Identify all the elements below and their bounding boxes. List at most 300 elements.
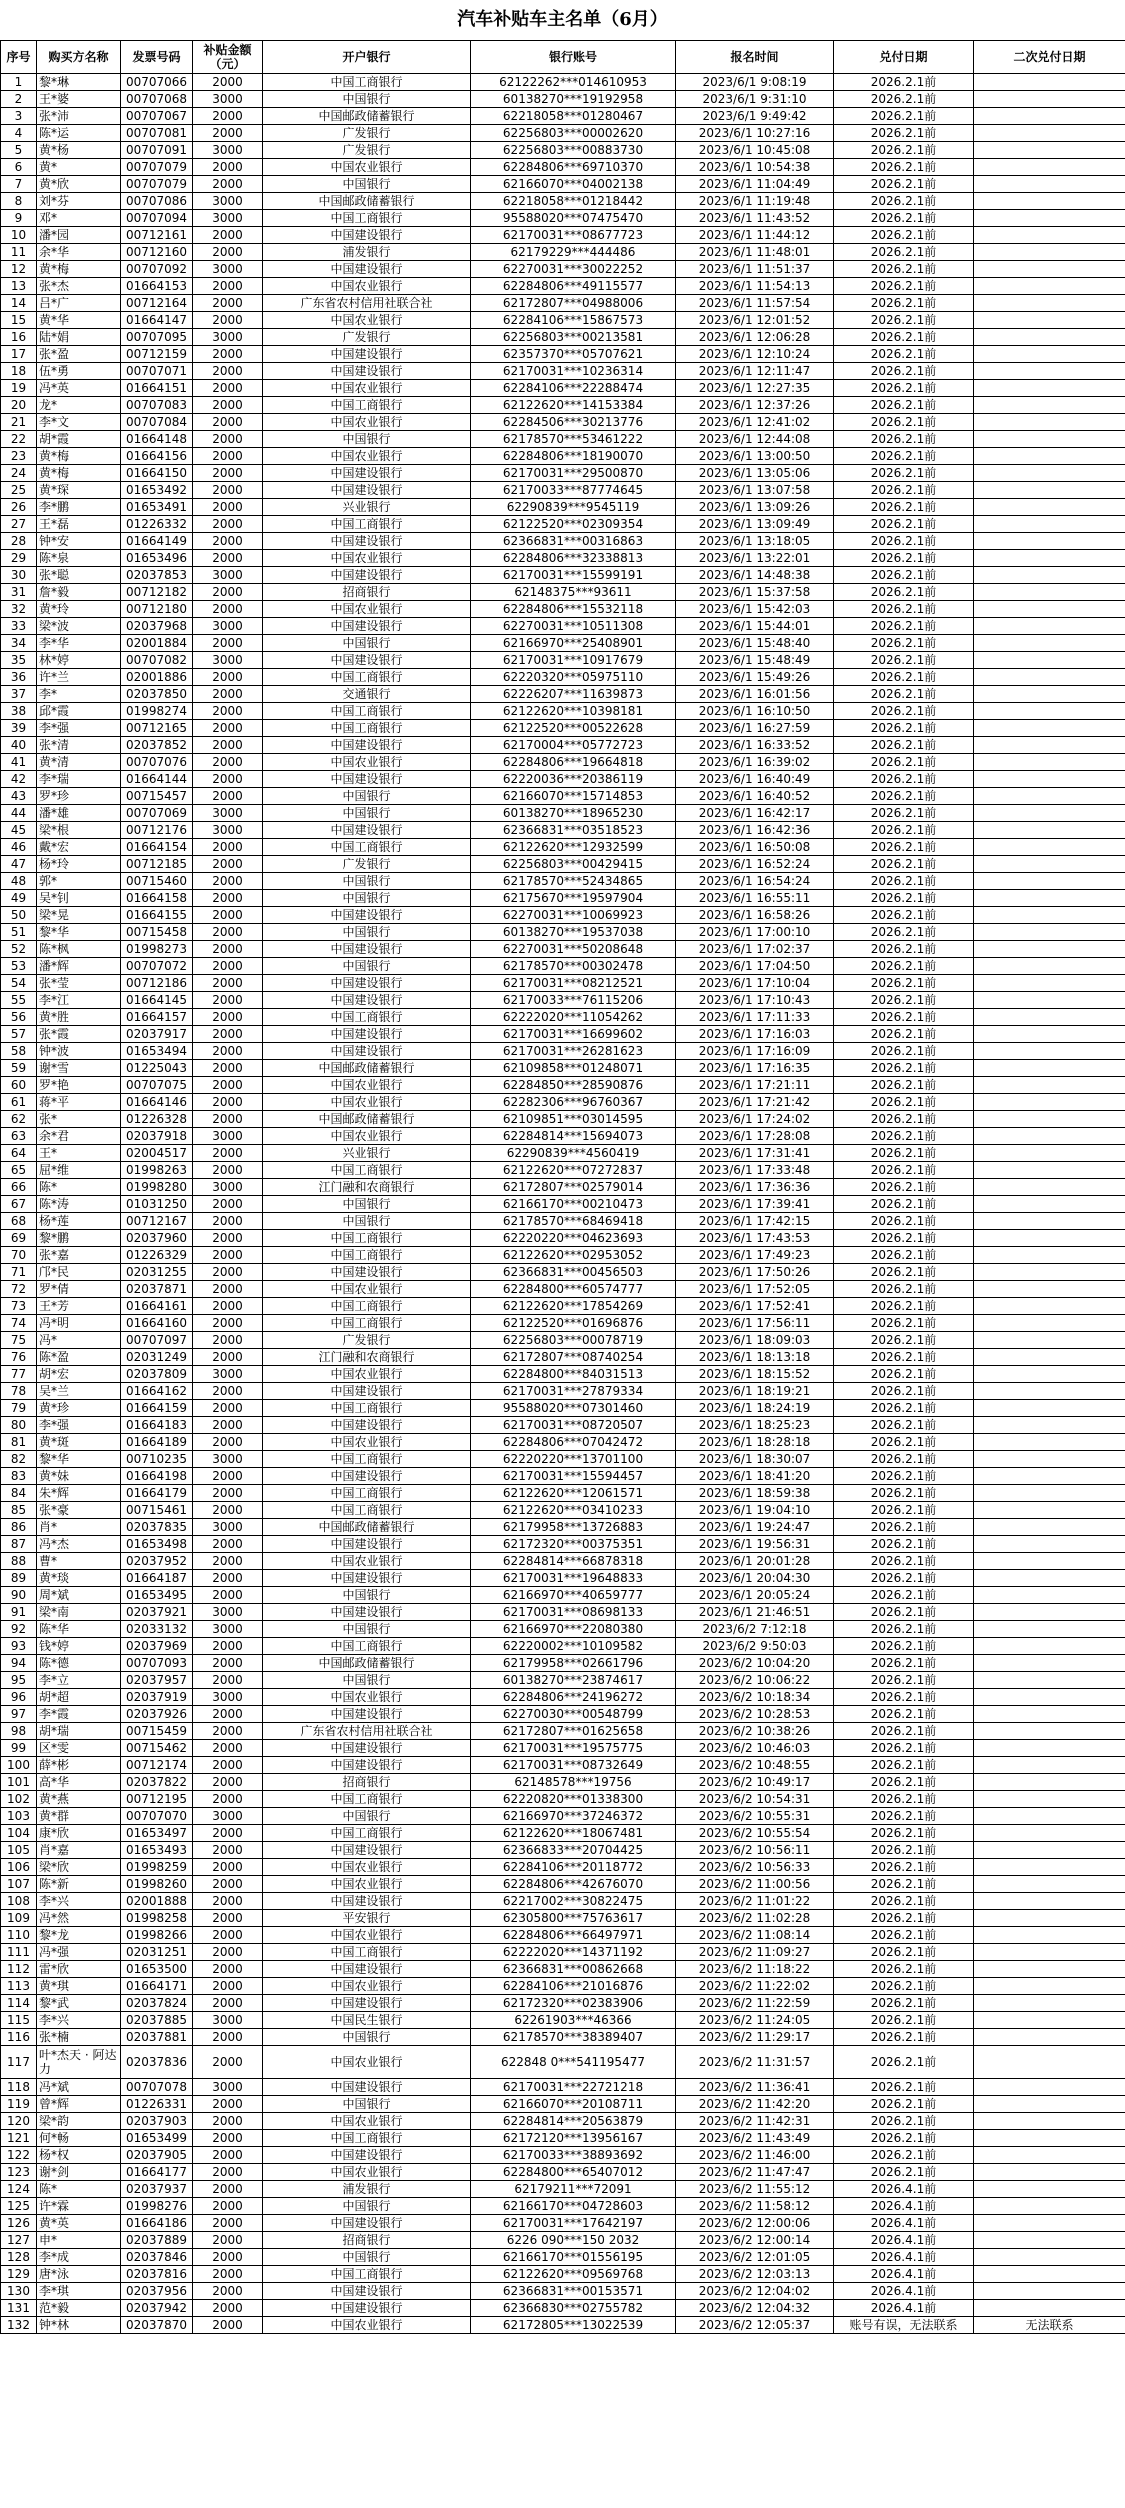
cell-amount: 2000 [193, 1536, 263, 1553]
cell-pay-date: 2026.2.1前 [834, 1468, 974, 1485]
cell-time: 2023/6/2 10:18:34 [676, 1689, 834, 1706]
cell-second-pay-date [974, 159, 1125, 176]
cell-amount: 2000 [193, 312, 263, 329]
cell-second-pay-date [974, 2232, 1125, 2249]
cell-bank: 中国邮政储蓄银行 [263, 1111, 471, 1128]
cell-bank: 中国银行 [263, 635, 471, 652]
cell-invoice: 02037937 [121, 2181, 193, 2198]
cell-second-pay-date [974, 1774, 1125, 1791]
cell-bank: 中国银行 [263, 91, 471, 108]
cell-amount: 2000 [193, 1655, 263, 1672]
cell-index: 28 [1, 533, 37, 550]
cell-time: 2023/6/2 11:18:22 [676, 1961, 834, 1978]
cell-amount: 2000 [193, 1995, 263, 2012]
cell-bank: 江门融和农商银行 [263, 1349, 471, 1366]
cell-bank: 中国农业银行 [263, 1553, 471, 1570]
cell-index: 79 [1, 1400, 37, 1417]
cell-amount: 3000 [193, 1519, 263, 1536]
cell-invoice: 01998260 [121, 1876, 193, 1893]
cell-amount: 2000 [193, 1876, 263, 1893]
cell-second-pay-date [974, 1332, 1125, 1349]
table-row [1, 907, 1125, 924]
cell-buyer: 张*聪 [37, 567, 121, 584]
cell-buyer: 梁*南 [37, 1604, 121, 1621]
cell-pay-date: 2026.4.1前 [834, 2215, 974, 2232]
cell-second-pay-date [974, 992, 1125, 1009]
cell-second-pay-date [974, 737, 1125, 754]
cell-pay-date: 2026.2.1前 [834, 414, 974, 431]
cell-index: 48 [1, 873, 37, 890]
table-row [1, 703, 1125, 720]
table-row [1, 1502, 1125, 1519]
table-row [1, 91, 1125, 108]
cell-index: 26 [1, 499, 37, 516]
cell-bank: 中国农业银行 [263, 312, 471, 329]
cell-pay-date: 2026.4.1前 [834, 2249, 974, 2266]
cell-amount: 3000 [193, 210, 263, 227]
cell-buyer: 黎*华 [37, 924, 121, 941]
cell-index: 60 [1, 1077, 37, 1094]
cell-buyer: 张* [37, 1111, 121, 1128]
cell-bank: 中国建设银行 [263, 652, 471, 669]
cell-invoice: 00715459 [121, 1723, 193, 1740]
cell-amount: 2000 [193, 839, 263, 856]
cell-pay-date: 2026.4.1前 [834, 2300, 974, 2317]
cell-buyer: 杨*玲 [37, 856, 121, 873]
cell-bank: 中国建设银行 [263, 2215, 471, 2232]
cell-pay-date: 2026.2.1前 [834, 822, 974, 839]
cell-buyer: 黄*欣 [37, 176, 121, 193]
cell-invoice: 01664158 [121, 890, 193, 907]
cell-bank: 中国建设银行 [263, 975, 471, 992]
cell-time: 2023/6/2 11:47:47 [676, 2164, 834, 2181]
cell-index: 84 [1, 1485, 37, 1502]
col-header: 开户银行 [263, 41, 471, 74]
cell-time: 2023/6/2 12:03:13 [676, 2266, 834, 2283]
cell-index: 38 [1, 703, 37, 720]
cell-bank: 中国工商银行 [263, 1009, 471, 1026]
cell-pay-date: 2026.2.1前 [834, 1349, 974, 1366]
cell-buyer: 黄*杨 [37, 142, 121, 159]
cell-time: 2023/6/2 10:46:03 [676, 1740, 834, 1757]
cell-buyer: 冯*斌 [37, 2079, 121, 2096]
cell-account: 62179958***02661796 [471, 1655, 676, 1672]
cell-second-pay-date [974, 652, 1125, 669]
cell-bank: 中国银行 [263, 958, 471, 975]
cell-invoice: 02033132 [121, 1621, 193, 1638]
cell-invoice: 00707068 [121, 91, 193, 108]
cell-account: 62170031***08212521 [471, 975, 676, 992]
cell-amount: 2000 [193, 1162, 263, 1179]
cell-second-pay-date [974, 465, 1125, 482]
table-row [1, 108, 1125, 125]
cell-time: 2023/6/1 15:42:03 [676, 601, 834, 618]
cell-bank: 中国建设银行 [263, 1417, 471, 1434]
cell-buyer: 詹*毅 [37, 584, 121, 601]
cell-bank: 中国建设银行 [263, 618, 471, 635]
cell-buyer: 曹* [37, 1553, 121, 1570]
cell-invoice: 00715457 [121, 788, 193, 805]
cell-account: 62166170***04728603 [471, 2198, 676, 2215]
cell-account: 62172320***02383906 [471, 1995, 676, 2012]
cell-time: 2023/6/2 11:55:12 [676, 2181, 834, 2198]
cell-bank: 中国农业银行 [263, 1281, 471, 1298]
cell-buyer: 吴*兰 [37, 1383, 121, 1400]
cell-amount: 3000 [193, 329, 263, 346]
cell-account: 62284814***15694073 [471, 1128, 676, 1145]
cell-pay-date: 2026.2.1前 [834, 1281, 974, 1298]
table-row [1, 1774, 1125, 1791]
cell-bank: 兴业银行 [263, 1145, 471, 1162]
cell-invoice: 00715461 [121, 1502, 193, 1519]
cell-buyer: 李*成 [37, 2249, 121, 2266]
cell-buyer: 薛*彬 [37, 1757, 121, 1774]
cell-account: 60138270***19537038 [471, 924, 676, 941]
cell-account: 62170031***26281623 [471, 1043, 676, 1060]
cell-amount: 2000 [193, 2164, 263, 2181]
cell-invoice: 00707072 [121, 958, 193, 975]
cell-second-pay-date [974, 1825, 1125, 1842]
cell-second-pay-date [974, 91, 1125, 108]
cell-account: 62170033***76115206 [471, 992, 676, 1009]
cell-account: 62148375***93611 [471, 584, 676, 601]
cell-amount: 2000 [193, 992, 263, 1009]
cell-second-pay-date [974, 261, 1125, 278]
cell-pay-date: 2026.2.1前 [834, 1264, 974, 1281]
cell-bank: 招商银行 [263, 584, 471, 601]
cell-pay-date: 2026.2.1前 [834, 856, 974, 873]
cell-pay-date: 2026.2.1前 [834, 397, 974, 414]
cell-invoice: 00707066 [121, 74, 193, 91]
cell-buyer: 王*磊 [37, 516, 121, 533]
cell-invoice: 02037870 [121, 2317, 193, 2334]
cell-buyer: 蒋*平 [37, 1094, 121, 1111]
cell-account: 62366830***02755782 [471, 2300, 676, 2317]
table-row [1, 2029, 1125, 2046]
cell-invoice: 01653491 [121, 499, 193, 516]
table-row [1, 669, 1125, 686]
cell-index: 114 [1, 1995, 37, 2012]
cell-account: 62179211***72091 [471, 2181, 676, 2198]
cell-bank: 中国邮政储蓄银行 [263, 108, 471, 125]
cell-invoice: 01226328 [121, 1111, 193, 1128]
cell-index: 131 [1, 2300, 37, 2317]
table-row [1, 1315, 1125, 1332]
cell-index: 30 [1, 567, 37, 584]
cell-account: 62256803***00429415 [471, 856, 676, 873]
cell-buyer: 陈*涛 [37, 1196, 121, 1213]
cell-pay-date: 2026.2.1前 [834, 788, 974, 805]
cell-pay-date: 2026.2.1前 [834, 1451, 974, 1468]
cell-account: 62122520***02309354 [471, 516, 676, 533]
cell-index: 111 [1, 1944, 37, 1961]
cell-time: 2023/6/1 18:28:18 [676, 1434, 834, 1451]
cell-amount: 3000 [193, 1179, 263, 1196]
cell-invoice: 02001884 [121, 635, 193, 652]
table-row [1, 533, 1125, 550]
cell-pay-date: 2026.2.1前 [834, 958, 974, 975]
cell-invoice: 02001886 [121, 669, 193, 686]
cell-index: 31 [1, 584, 37, 601]
cell-amount: 2000 [193, 2232, 263, 2249]
cell-amount: 2000 [193, 941, 263, 958]
cell-time: 2023/6/1 13:22:01 [676, 550, 834, 567]
cell-second-pay-date [974, 941, 1125, 958]
cell-index: 15 [1, 312, 37, 329]
cell-account: 62179958***13726883 [471, 1519, 676, 1536]
cell-account: 62220220***04623693 [471, 1230, 676, 1247]
cell-bank: 中国农业银行 [263, 1094, 471, 1111]
cell-amount: 2000 [193, 1859, 263, 1876]
cell-pay-date: 2026.2.1前 [834, 363, 974, 380]
cell-index: 24 [1, 465, 37, 482]
cell-pay-date: 2026.2.1前 [834, 1774, 974, 1791]
cell-index: 119 [1, 2096, 37, 2113]
cell-amount: 2000 [193, 1315, 263, 1332]
table-row [1, 975, 1125, 992]
table-row [1, 1128, 1125, 1145]
cell-second-pay-date [974, 1791, 1125, 1808]
cell-pay-date: 2026.4.1前 [834, 2181, 974, 2198]
cell-account: 62170031***15599191 [471, 567, 676, 584]
cell-index: 51 [1, 924, 37, 941]
cell-second-pay-date [974, 1655, 1125, 1672]
cell-amount: 2000 [193, 125, 263, 142]
cell-index: 120 [1, 2113, 37, 2130]
cell-time: 2023/6/1 16:27:59 [676, 720, 834, 737]
cell-buyer: 郭* [37, 873, 121, 890]
cell-buyer: 黄*群 [37, 1808, 121, 1825]
cell-buyer: 陈*新 [37, 1876, 121, 1893]
cell-time: 2023/6/2 12:04:02 [676, 2283, 834, 2300]
table-row [1, 1519, 1125, 1536]
cell-index: 66 [1, 1179, 37, 1196]
cell-index: 63 [1, 1128, 37, 1145]
cell-index: 23 [1, 448, 37, 465]
cell-pay-date: 2026.2.1前 [834, 771, 974, 788]
cell-second-pay-date [974, 1995, 1125, 2012]
table-row [1, 227, 1125, 244]
cell-amount: 2000 [193, 1723, 263, 1740]
cell-amount: 2000 [193, 1740, 263, 1757]
cell-buyer: 张*嘉 [37, 1247, 121, 1264]
table-row [1, 1400, 1125, 1417]
cell-time: 2023/6/2 10:55:31 [676, 1808, 834, 1825]
cell-pay-date: 2026.2.1前 [834, 1060, 974, 1077]
cell-second-pay-date [974, 74, 1125, 91]
cell-amount: 2000 [193, 907, 263, 924]
cell-amount: 2000 [193, 2096, 263, 2113]
cell-pay-date: 2026.2.1前 [834, 975, 974, 992]
cell-second-pay-date [974, 1706, 1125, 1723]
table-row [1, 2096, 1125, 2113]
cell-amount: 2000 [193, 1247, 263, 1264]
cell-second-pay-date [974, 1349, 1125, 1366]
cell-pay-date: 2026.2.1前 [834, 686, 974, 703]
cell-second-pay-date [974, 788, 1125, 805]
cell-second-pay-date [974, 1213, 1125, 1230]
cell-buyer: 罗*艳 [37, 1077, 121, 1094]
cell-amount: 2000 [193, 227, 263, 244]
cell-invoice: 00712164 [121, 295, 193, 312]
cell-pay-date: 2026.2.1前 [834, 720, 974, 737]
cell-bank: 中国工商银行 [263, 516, 471, 533]
table-row [1, 2046, 1125, 2079]
cell-index: 41 [1, 754, 37, 771]
cell-bank: 中国农业银行 [263, 1434, 471, 1451]
cell-invoice: 02037809 [121, 1366, 193, 1383]
cell-account: 62284806***15532118 [471, 601, 676, 618]
cell-buyer: 冯*杰 [37, 1536, 121, 1553]
cell-bank: 中国建设银行 [263, 907, 471, 924]
cell-invoice: 02037926 [121, 1706, 193, 1723]
cell-account: 62217002***30822475 [471, 1893, 676, 1910]
cell-index: 112 [1, 1961, 37, 1978]
cell-bank: 中国银行 [263, 2029, 471, 2046]
cell-time: 2023/6/1 16:54:24 [676, 873, 834, 890]
cell-pay-date: 2026.2.1前 [834, 1655, 974, 1672]
cell-amount: 2000 [193, 1196, 263, 1213]
cell-bank: 中国建设银行 [263, 992, 471, 1009]
cell-pay-date: 2026.2.1前 [834, 907, 974, 924]
cell-account: 62284800***84031513 [471, 1366, 676, 1383]
cell-bank: 中国银行 [263, 1213, 471, 1230]
cell-pay-date: 2026.2.1前 [834, 1536, 974, 1553]
cell-second-pay-date [974, 635, 1125, 652]
cell-pay-date: 2026.2.1前 [834, 193, 974, 210]
cell-pay-date: 2026.2.1前 [834, 2113, 974, 2130]
cell-second-pay-date [974, 1094, 1125, 1111]
table-row [1, 1910, 1125, 1927]
cell-buyer: 钟*林 [37, 2317, 121, 2334]
table-row [1, 652, 1125, 669]
table-row [1, 1706, 1125, 1723]
cell-bank: 中国银行 [263, 788, 471, 805]
cell-second-pay-date [974, 567, 1125, 584]
table-row [1, 618, 1125, 635]
cell-second-pay-date [974, 1808, 1125, 1825]
cell-amount: 2000 [193, 1400, 263, 1417]
cell-pay-date: 2026.2.1前 [834, 737, 974, 754]
cell-index: 93 [1, 1638, 37, 1655]
table-row [1, 1383, 1125, 1400]
cell-account: 62166170***00210473 [471, 1196, 676, 1213]
cell-second-pay-date [974, 805, 1125, 822]
cell-pay-date: 2026.2.1前 [834, 1621, 974, 1638]
table-row [1, 601, 1125, 618]
cell-account: 62166970***40659777 [471, 1587, 676, 1604]
cell-account: 62172807***01625658 [471, 1723, 676, 1740]
table-body [1, 74, 1125, 2334]
cell-buyer: 吕*广 [37, 295, 121, 312]
table-row [1, 1094, 1125, 1111]
cell-pay-date: 2026.2.1前 [834, 839, 974, 856]
cell-second-pay-date [974, 1264, 1125, 1281]
cell-invoice: 00707083 [121, 397, 193, 414]
cell-time: 2023/6/1 17:36:36 [676, 1179, 834, 1196]
cell-account: 95588020***07301460 [471, 1400, 676, 1417]
cell-time: 2023/6/1 17:16:03 [676, 1026, 834, 1043]
cell-index: 116 [1, 2029, 37, 2046]
cell-invoice: 00715462 [121, 1740, 193, 1757]
cell-second-pay-date [974, 720, 1125, 737]
cell-index: 64 [1, 1145, 37, 1162]
cell-time: 2023/6/1 16:01:56 [676, 686, 834, 703]
cell-pay-date: 2026.2.1前 [834, 618, 974, 635]
cell-time: 2023/6/1 11:48:01 [676, 244, 834, 261]
cell-second-pay-date [974, 1434, 1125, 1451]
cell-account: 62284806***69710370 [471, 159, 676, 176]
cell-time: 2023/6/1 19:24:47 [676, 1519, 834, 1536]
cell-account: 62284806***49115577 [471, 278, 676, 295]
cell-account: 62122620***17854269 [471, 1298, 676, 1315]
cell-index: 76 [1, 1349, 37, 1366]
cell-buyer: 黎*华 [37, 1451, 121, 1468]
cell-amount: 2000 [193, 1230, 263, 1247]
cell-pay-date: 2026.2.1前 [834, 159, 974, 176]
cell-index: 109 [1, 1910, 37, 1927]
cell-index: 9 [1, 210, 37, 227]
cell-buyer: 李*瑞 [37, 771, 121, 788]
cell-amount: 2000 [193, 448, 263, 465]
cell-second-pay-date [974, 1315, 1125, 1332]
cell-invoice: 00712174 [121, 1757, 193, 1774]
cell-invoice: 01664179 [121, 1485, 193, 1502]
cell-time: 2023/6/2 11:42:20 [676, 2096, 834, 2113]
table-row [1, 1077, 1125, 1094]
cell-amount: 3000 [193, 91, 263, 108]
cell-amount: 2000 [193, 1145, 263, 1162]
cell-invoice: 02037960 [121, 1230, 193, 1247]
table-row [1, 550, 1125, 567]
cell-amount: 2000 [193, 1434, 263, 1451]
cell-bank: 中国银行 [263, 1196, 471, 1213]
table-row [1, 1961, 1125, 1978]
cell-time: 2023/6/2 11:08:14 [676, 1927, 834, 1944]
cell-amount: 2000 [193, 1706, 263, 1723]
cell-second-pay-date [974, 380, 1125, 397]
cell-second-pay-date [974, 1383, 1125, 1400]
cell-index: 113 [1, 1978, 37, 1995]
cell-second-pay-date [974, 2164, 1125, 2181]
cell-pay-date: 2026.2.1前 [834, 1638, 974, 1655]
cell-amount: 3000 [193, 1451, 263, 1468]
cell-time: 2023/6/1 16:42:17 [676, 805, 834, 822]
cell-amount: 2000 [193, 1757, 263, 1774]
cell-invoice: 00712182 [121, 584, 193, 601]
cell-bank: 中国农业银行 [263, 1128, 471, 1145]
cell-invoice: 00707093 [121, 1655, 193, 1672]
table-row [1, 754, 1125, 771]
cell-index: 85 [1, 1502, 37, 1519]
cell-time: 2023/6/2 10:49:17 [676, 1774, 834, 1791]
cell-buyer: 李*琪 [37, 2283, 121, 2300]
cell-invoice: 01664145 [121, 992, 193, 1009]
cell-buyer: 谢*剑 [37, 2164, 121, 2181]
cell-buyer: 张*莹 [37, 975, 121, 992]
table-row [1, 2283, 1125, 2300]
cell-amount: 2000 [193, 669, 263, 686]
cell-index: 46 [1, 839, 37, 856]
cell-buyer: 范*毅 [37, 2300, 121, 2317]
cell-account: 62170031***08677723 [471, 227, 676, 244]
cell-account: 62166970***22080380 [471, 1621, 676, 1638]
cell-account: 62284806***32338813 [471, 550, 676, 567]
cell-amount: 3000 [193, 1621, 263, 1638]
cell-buyer: 钟*波 [37, 1043, 121, 1060]
table-row [1, 958, 1125, 975]
cell-buyer: 陈*盈 [37, 1349, 121, 1366]
